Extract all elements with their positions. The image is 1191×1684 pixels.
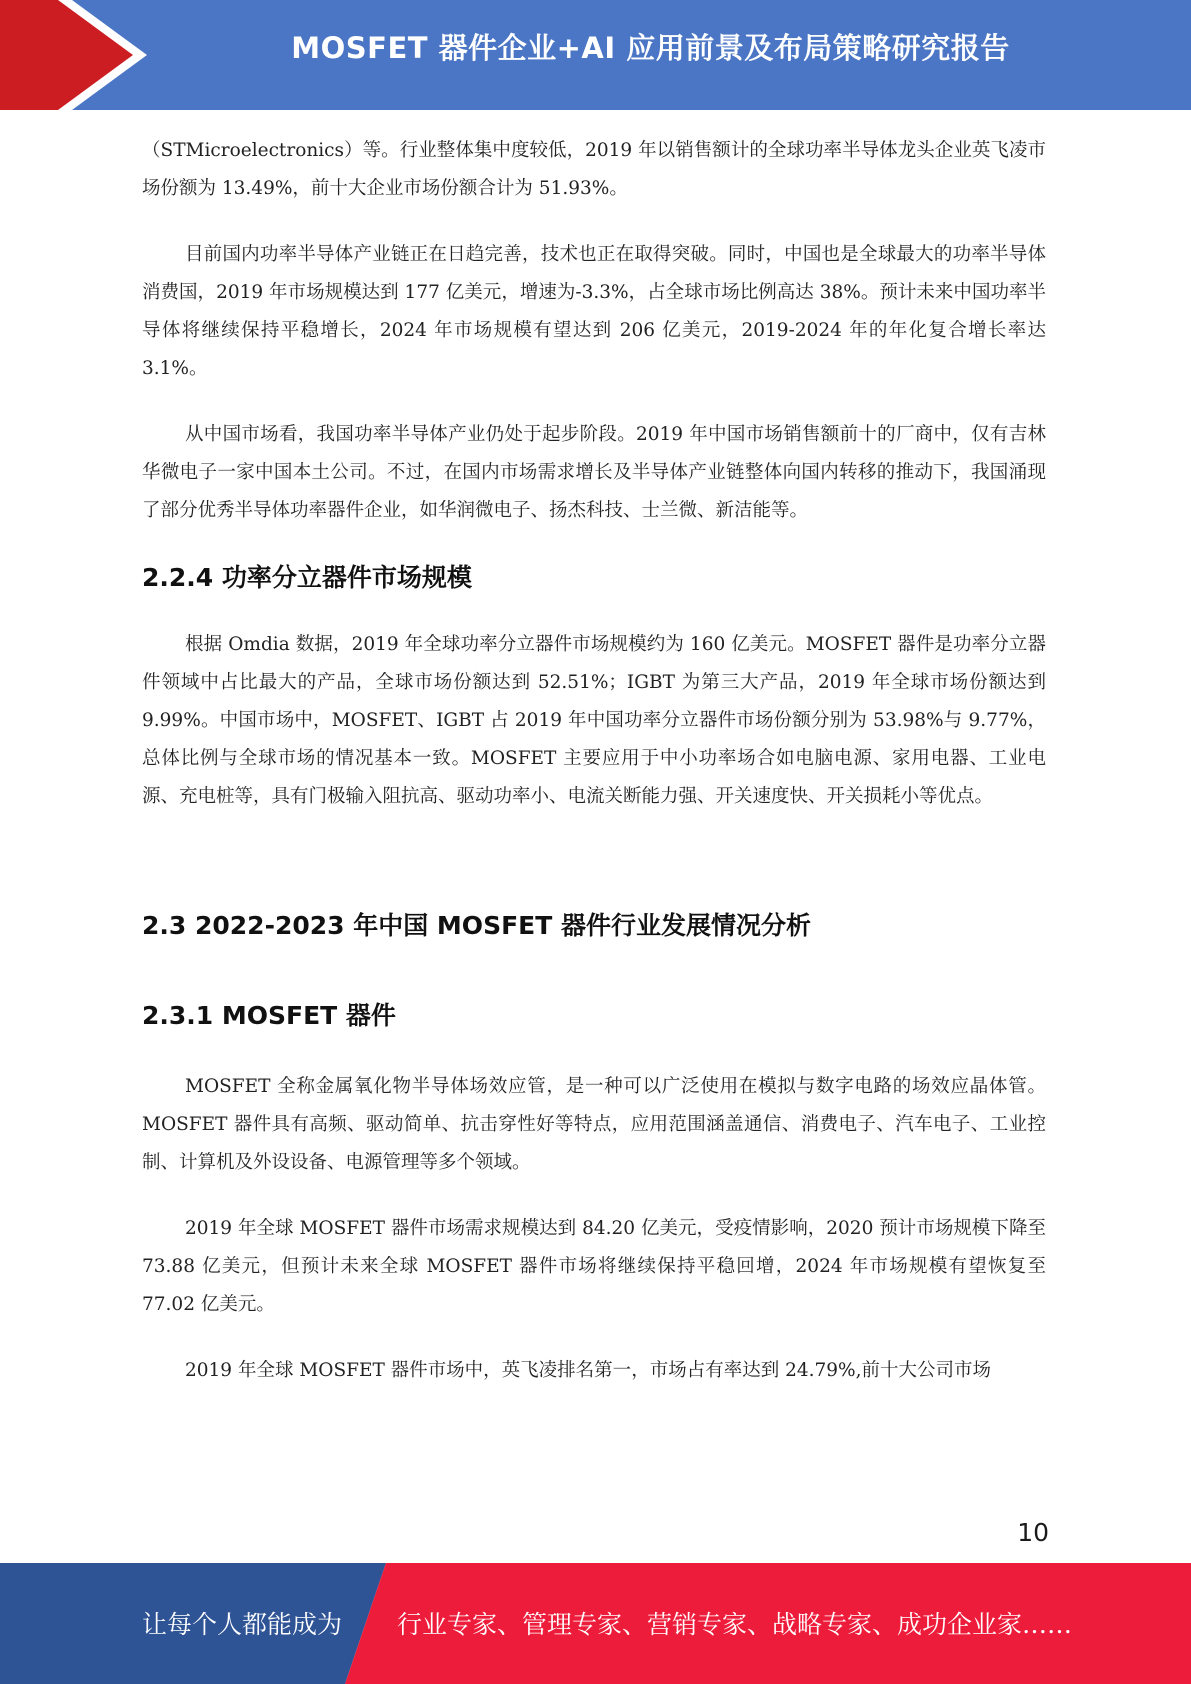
paragraph-discrete-devices: 根据 Omdia 数据，2019 年全球功率分立器件市场规模约为 160 亿美元。MOSFET 器件是功率分立器件领域中占比最大的产品，全球市场份额达到 52.51%；IGBT 为第三大产品，2019 年全球市场份额达到 9.99%。中国市场中，MOSFET、IGBT 占 2019 年中国功率分立器件市场份额分别为 53.98%与 9.77%，总体比例与全球市场的情况基本一致。MOSFET 主要应用于中小功率场合如电脑电源、家用电器、工业电源、充电桩等，具有门极输入阻抗高、驱动功率小、电流关断能力强、开关速度快、开关损耗小等优点。 bbox=[142, 634, 1046, 807]
paragraph-domestic-industry: 目前国内功率半导体产业链正在日趋完善，技术也正在取得突破。同时，中国也是全球最大的功率半导体消费国，2019 年市场规模达到 177 亿美元，增速为-3.3%，占全球市场比例高达 38%。预计未来中国功率半导体将继续保持平稳增长，2024 年市场规模有望达到 206 亿美元，2019-2024 年的年化复合增长率达 3.1%。 bbox=[142, 244, 1046, 379]
heading-2-3-1: 2.3.1 MOSFET 器件 bbox=[142, 1001, 396, 1030]
page-header bbox=[0, 0, 1191, 110]
heading-2-2-4: 2.2.4 功率分立器件市场规模 bbox=[142, 563, 472, 592]
document-body bbox=[142, 132, 1046, 1390]
heading-2-3: 2.3 2022-2023 年中国 MOSFET 器件行业发展情况分析 bbox=[142, 911, 811, 940]
paragraph-china-market: 从中国市场看，我国功率半导体产业仍处于起步阶段。2019 年中国市场销售额前十的厂商中，仅有吉林华微电子一家中国本土公司。不过，在国内市场需求增长及半导体产业链整体向国内转移的推动下，我国涌现了部分优秀半导体功率器件企业，如华润微电子、扬杰科技、士兰微、新洁能等。 bbox=[142, 424, 1046, 521]
paragraph-continuation: （STMicroelectronics）等。行业整体集中度较低，2019 年以销售额计的全球功率半导体龙头企业英飞凌市场份额为 13.49%，前十大企业市场份额合计为 51.93%。 bbox=[142, 140, 1046, 199]
footer-slogan-right: 行业专家、管理专家、营销专家、战略专家、成功企业家…… bbox=[397, 1610, 1073, 1639]
page-footer bbox=[0, 1563, 1191, 1684]
paragraph-mosfet-definition: MOSFET 全称金属氧化物半导体场效应管，是一种可以广泛使用在模拟与数字电路的场效应晶体管。MOSFET 器件具有高频、驱动简单、抗击穿性好等特点，应用范围涵盖通信、消费电子、汽车电子、工业控制、计算机及外设设备、电源管理等多个领域。 bbox=[142, 1076, 1046, 1173]
report-title: MOSFET 器件企业+AI 应用前景及布局策略研究报告 bbox=[291, 31, 1010, 65]
page-number: 10 bbox=[1017, 1518, 1049, 1547]
footer-slogan-left: 让每个人都能成为 bbox=[142, 1610, 343, 1639]
paragraph-mosfet-market-size: 2019 年全球 MOSFET 器件市场需求规模达到 84.20 亿美元，受疫情影响，2020 预计市场规模下降至 73.88 亿美元，但预计未来全球 MOSFET 器件市场将继续保持平稳回增，2024 年市场规模有望恢复至 77.02 亿美元。 bbox=[142, 1218, 1046, 1315]
paragraph-mosfet-ranking: 2019 年全球 MOSFET 器件市场中，英飞凌排名第一，市场占有率达到 24.79%,前十大公司市场 bbox=[185, 1360, 991, 1381]
